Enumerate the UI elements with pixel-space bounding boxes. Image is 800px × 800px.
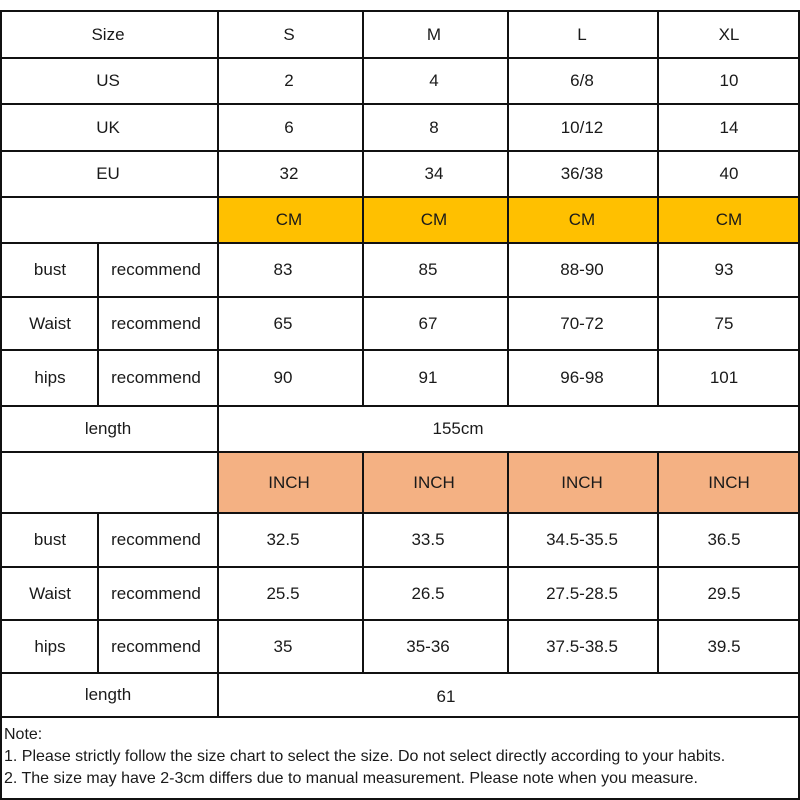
table-rule <box>362 10 364 405</box>
conversion-value: 8 <box>429 117 439 137</box>
table-rule <box>507 10 509 405</box>
inch-measure-value: 34.5-35.5 <box>546 530 618 549</box>
region-label-uk: UK <box>96 117 120 137</box>
conversion-value: 6 <box>284 117 294 137</box>
table-rule <box>0 672 800 674</box>
cm-unit-label: CM <box>508 197 657 242</box>
inch-measure-value: 35-36 <box>406 636 450 656</box>
size-header-m: M <box>426 24 442 44</box>
cm-measure-value: 101 <box>709 368 739 387</box>
inch-unit-label: INCH <box>363 452 507 512</box>
cm-measure-value: 83 <box>273 260 293 279</box>
table-rule <box>0 619 800 621</box>
region-label-eu: EU <box>96 164 120 183</box>
table-rule <box>0 196 800 198</box>
cm-qualifier: recommend <box>111 368 201 387</box>
inch-measure-value: 39.5 <box>707 636 741 656</box>
cm-measure-value: 96-98 <box>560 368 604 387</box>
table-rule <box>0 451 800 453</box>
table-rule <box>0 57 800 59</box>
conversion-value: 6/8 <box>570 71 594 90</box>
inch-measure-value: 33.5 <box>411 530 445 549</box>
inch-measure-hips: hips <box>34 636 66 656</box>
inch-measure-value: 35 <box>273 636 293 656</box>
size-header-s: S <box>283 24 295 44</box>
conversion-value: 32 <box>279 164 299 183</box>
inch-unit-label: INCH <box>658 452 800 512</box>
inch-unit-label: INCH <box>508 452 657 512</box>
table-rule <box>217 10 219 716</box>
cm-length-value: 155cm <box>432 419 484 438</box>
inch-qualifier: recommend <box>111 530 201 549</box>
inch-length-value: 61 <box>436 686 456 706</box>
size-header-label: Size <box>91 24 125 44</box>
table-rule <box>0 10 2 798</box>
table-rule <box>0 512 800 514</box>
inch-measure-value: 27.5-28.5 <box>546 583 618 603</box>
table-rule <box>0 296 800 298</box>
inch-measure-value: 29.5 <box>707 583 741 603</box>
cm-unit-label: CM <box>658 197 800 242</box>
notes-section <box>4 724 798 790</box>
size-header-l: L <box>577 24 587 44</box>
table-rule <box>0 716 800 718</box>
inch-length-label: length <box>84 685 132 704</box>
table-rule <box>0 566 800 568</box>
inch-measure-value: 37.5-38.5 <box>546 636 618 656</box>
cm-qualifier: recommend <box>111 260 201 279</box>
note-item-2: 2. The size may have 2-3cm differs due to manual measurement. Please note when you measure. <box>4 770 698 787</box>
inch-measure-waist: Waist <box>29 583 71 603</box>
cm-measure-value: 75 <box>714 313 734 333</box>
table-rule <box>657 10 659 405</box>
conversion-value: 40 <box>719 164 739 183</box>
inch-measure-value: 36.5 <box>707 530 741 549</box>
table-rule <box>657 451 659 672</box>
cm-measure-value: 70-72 <box>560 313 604 333</box>
cm-unit-blank <box>1 197 217 242</box>
cm-measure-bust: bust <box>33 260 67 279</box>
conversion-value: 34 <box>424 164 444 183</box>
inch-qualifier: recommend <box>111 636 201 656</box>
cm-measure-value: 65 <box>273 313 293 333</box>
table-rule <box>0 10 800 12</box>
cm-measure-value: 88-90 <box>560 260 604 279</box>
inch-measure-value: 32.5 <box>266 530 300 549</box>
size-chart-table <box>0 10 800 798</box>
inch-measure-value: 26.5 <box>411 583 445 603</box>
cm-unit-label: CM <box>218 197 362 242</box>
cm-measure-value: 85 <box>418 260 438 279</box>
table-rule <box>0 103 800 105</box>
cm-measure-value: 91 <box>418 368 438 387</box>
region-label-us: US <box>96 71 120 90</box>
conversion-value: 2 <box>284 71 294 90</box>
table-rule <box>97 242 99 405</box>
size-header-xl: XL <box>718 24 740 44</box>
table-rule <box>362 451 364 672</box>
table-rule <box>0 150 800 152</box>
conversion-value: 10/12 <box>560 117 604 137</box>
cm-measure-value: 90 <box>273 368 293 387</box>
notes-title: Note: <box>4 726 43 743</box>
conversion-value: 14 <box>719 117 739 137</box>
conversion-value: 4 <box>429 71 439 90</box>
note-item-1: 1. Please strictly follow the size chart to select the size. Do not select directly according to your habits. <box>4 748 726 765</box>
cm-measure-waist: Waist <box>29 313 71 333</box>
conversion-value: 36/38 <box>560 164 604 183</box>
table-rule <box>0 405 800 407</box>
inch-unit-label: INCH <box>218 452 362 512</box>
cm-length-label: length <box>84 419 132 438</box>
cm-unit-label: CM <box>363 197 507 242</box>
inch-measure-value: 25.5 <box>266 583 300 603</box>
cm-measure-hips: hips <box>34 368 66 387</box>
table-rule <box>507 451 509 672</box>
cm-qualifier: recommend <box>111 313 201 333</box>
inch-unit-blank <box>1 452 217 512</box>
table-rule <box>0 242 800 244</box>
cm-measure-value: 67 <box>418 313 438 333</box>
conversion-value: 10 <box>719 71 739 90</box>
inch-measure-bust: bust <box>33 530 67 549</box>
table-rule <box>0 349 800 351</box>
inch-qualifier: recommend <box>111 583 201 603</box>
table-rule <box>97 512 99 672</box>
cm-measure-value: 93 <box>714 260 734 279</box>
